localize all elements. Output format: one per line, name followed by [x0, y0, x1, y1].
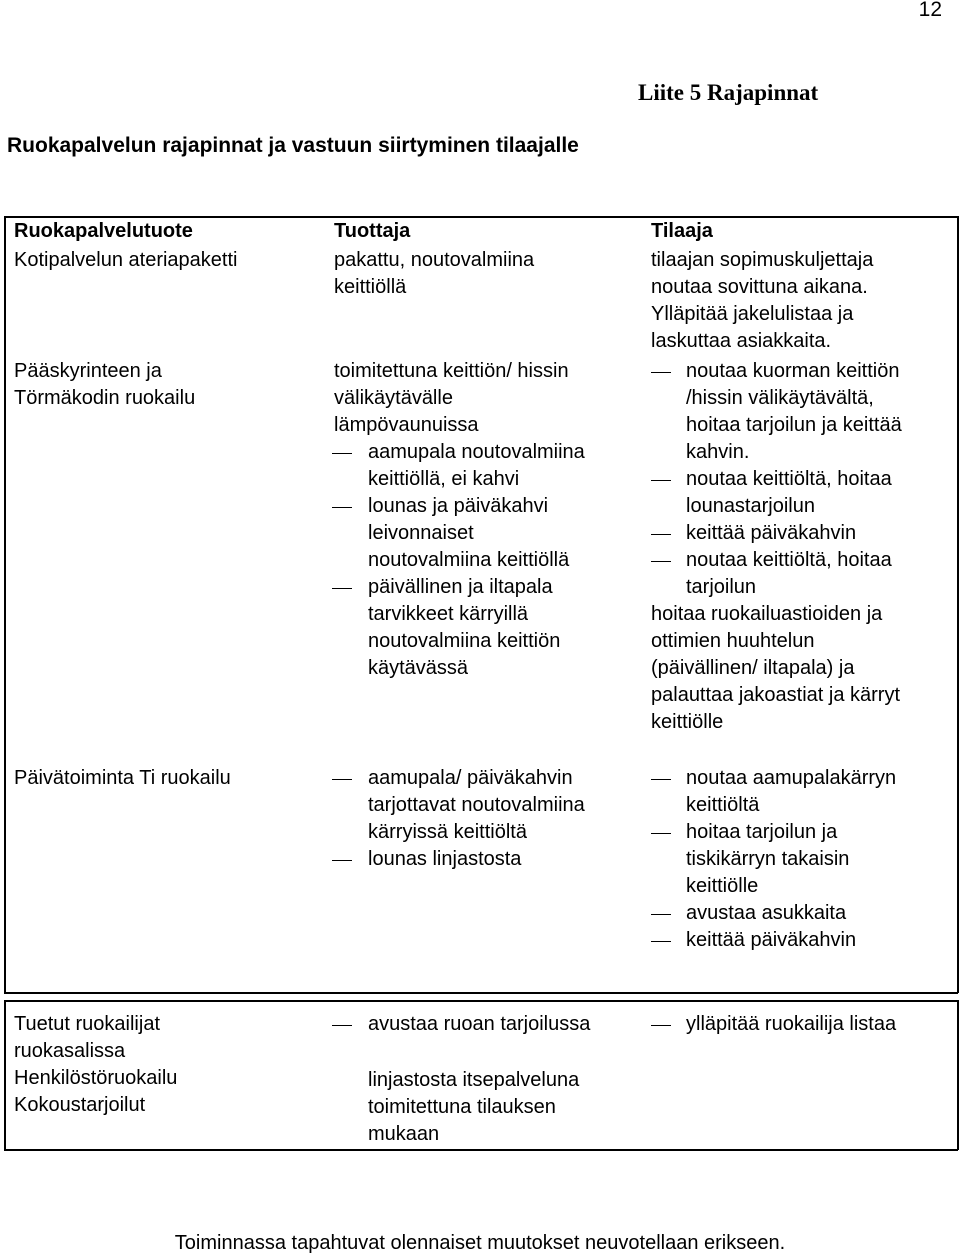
producer-cell: mukaan: [368, 1123, 440, 1145]
product-cell: Kokoustarjoilut: [14, 1094, 146, 1116]
producer-list-item: aamupala noutovalmiina: [368, 441, 585, 463]
client-cell: (päivällinen/ iltapala) ja: [651, 657, 855, 679]
client-cell: palauttaa jakoastiat ja kärryt: [651, 684, 901, 706]
producer-cell: keittiöllä: [334, 276, 407, 298]
producer-list-item: keittiöllä, ei kahvi: [368, 468, 520, 490]
product-cell: Kotipalvelun ateriapaketti: [14, 249, 238, 271]
client-cell: ottimien huuhtelun: [651, 630, 815, 652]
bullet-dash-icon: [651, 779, 671, 780]
product-cell: Henkilöstöruokailu: [14, 1067, 178, 1089]
producer-cell: lämpövaunuissa: [334, 414, 479, 436]
client-cell: noutaa sovittuna aikana.: [651, 276, 868, 298]
table2-border-left: [4, 1000, 6, 1150]
client-list-item: tarjoilun: [686, 576, 757, 598]
producer-list-item: avustaa ruoan tarjoilussa: [368, 1013, 591, 1035]
column-header: Ruokapalvelutuote: [14, 220, 193, 242]
table-border-bottom: [4, 992, 958, 994]
producer-list-item: käytävässä: [368, 657, 469, 679]
client-list-item: hoitaa tarjoilun ja: [686, 821, 838, 843]
bullet-dash-icon: [651, 833, 671, 834]
product-cell: Tuetut ruokailijat: [14, 1013, 160, 1035]
client-cell: hoitaa ruokailuastioiden ja: [651, 603, 883, 625]
table-border-left: [4, 216, 6, 993]
client-list-item: keittiöltä: [686, 794, 760, 816]
client-cell: keittiölle: [651, 711, 724, 733]
document-title: Ruokapalvelun rajapinnat ja vastuun siirtyminen tilaajalle: [7, 134, 579, 157]
producer-list-item: lounas linjastosta: [368, 848, 522, 870]
producer-list-item: lounas ja päiväkahvi: [368, 495, 549, 517]
bullet-dash-icon: [651, 561, 671, 562]
producer-cell: toimitettuna keittiön/ hissin: [334, 360, 569, 382]
client-list-item: noutaa aamupalakärryn: [686, 767, 897, 789]
producer-list-item: tarjottavat noutovalmiina: [368, 794, 585, 816]
table2-border-top: [4, 1000, 958, 1002]
client-list-item: noutaa keittiöltä, hoitaa: [686, 468, 892, 490]
client-list-item: lounastarjoilun: [686, 495, 815, 517]
producer-list-item: noutovalmiina keittiön: [368, 630, 561, 652]
client-cell: tilaajan sopimuskuljettaja: [651, 249, 874, 271]
page-number: 12: [918, 0, 942, 21]
client-list-item: /hissin välikäytävältä,: [686, 387, 874, 409]
client-list-item: keittiölle: [686, 875, 759, 897]
column-header: Tilaaja: [651, 220, 713, 242]
product-cell: Törmäkodin ruokailu: [14, 387, 196, 409]
client-list-item: hoitaa tarjoilun ja keittää: [686, 414, 902, 436]
table2-border-bottom: [4, 1149, 958, 1151]
client-cell: laskuttaa asiakkaita.: [651, 330, 832, 352]
producer-cell: välikäytävälle: [334, 387, 453, 409]
producer-list-item: aamupala/ päiväkahvin: [368, 767, 573, 789]
table-border-right: [957, 216, 959, 993]
bullet-dash-icon: [651, 534, 671, 535]
producer-list-item: noutovalmiina keittiöllä: [368, 549, 570, 571]
bullet-dash-icon: [651, 372, 671, 373]
appendix-title: Liite 5 Rajapinnat: [638, 80, 819, 105]
client-list-item: keittää päiväkahvin: [686, 522, 857, 544]
producer-cell: linjastosta itsepalveluna: [368, 1069, 580, 1091]
bullet-dash-icon: [332, 453, 352, 454]
bullet-dash-icon: [332, 588, 352, 589]
producer-cell: pakattu, noutovalmiina: [334, 249, 535, 271]
bullet-dash-icon: [332, 1025, 352, 1026]
client-cell: Ylläpitää jakelulistaa ja: [651, 303, 854, 325]
bullet-dash-icon: [332, 779, 352, 780]
producer-list-item: leivonnaiset: [368, 522, 474, 544]
product-cell: ruokasalissa: [14, 1040, 126, 1062]
client-list-item: noutaa kuorman keittiön: [686, 360, 900, 382]
product-cell: Päivätoiminta Ti ruokailu: [14, 767, 231, 789]
client-list-item: ylläpitää ruokailija listaa: [686, 1013, 897, 1035]
table2-border-right: [957, 1000, 959, 1150]
producer-cell: toimitettuna tilauksen: [368, 1096, 556, 1118]
bullet-dash-icon: [651, 914, 671, 915]
bullet-dash-icon: [332, 860, 352, 861]
bullet-dash-icon: [651, 941, 671, 942]
producer-list-item: kärryissä keittiöltä: [368, 821, 527, 843]
bullet-dash-icon: [651, 480, 671, 481]
bullet-dash-icon: [651, 1025, 671, 1026]
client-list-item: kahvin.: [686, 441, 750, 463]
client-list-item: tiskikärryn takaisin: [686, 848, 850, 870]
client-list-item: avustaa asukkaita: [686, 902, 847, 924]
producer-list-item: päivällinen ja iltapala: [368, 576, 553, 598]
bullet-dash-icon: [332, 507, 352, 508]
product-cell: Pääskyrinteen ja: [14, 360, 162, 382]
client-list-item: noutaa keittiöltä, hoitaa: [686, 549, 892, 571]
column-header: Tuottaja: [334, 220, 411, 242]
producer-list-item: tarvikkeet kärryillä: [368, 603, 529, 625]
client-list-item: keittää päiväkahvin: [686, 929, 857, 951]
footer-note: Toiminnassa tapahtuvat olennaiset muutokset neuvotellaan erikseen.: [174, 1232, 786, 1254]
